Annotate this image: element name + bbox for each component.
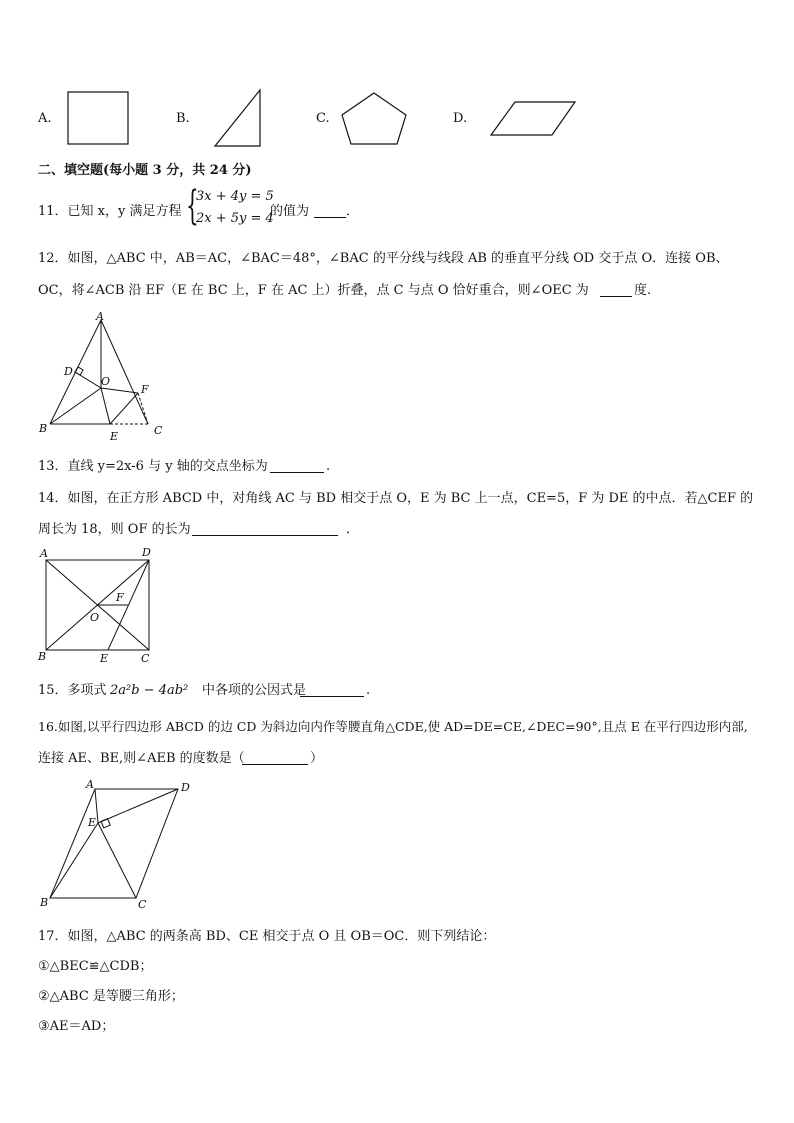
q14-end: ． (346, 522, 360, 537)
q16-line-1: 16.如图,以平行四边形 ABCD 的边 CD 为斜边向内作等腰直角△CDE,使 AD=DE=CE,∠DEC=90°,且点 E 在平行四边形内部, (38, 719, 748, 734)
q14-label-e: E (100, 652, 109, 665)
q14-line-2: 周长为 18，则 OF 的长为 (38, 522, 191, 537)
q14-label-c: C (141, 652, 150, 665)
q13-text: 13．直线 y=2x-6 与 y 轴的交点坐标为 (38, 459, 268, 474)
q15-end: . (366, 683, 371, 698)
section-2-title: 二、填空题(每小题 3 分，共 24 分) (38, 163, 252, 178)
q17-item-1: ①△BEC≌△CDB； (38, 959, 153, 974)
option-a-label: A. (38, 111, 52, 126)
q16-label-e: E (88, 816, 97, 829)
q12-line-2a: OC，将∠ACB 沿 EF（E 在 BC 上，F 在 AC 上）折叠，点 C 与点 O 恰好重合，则∠OEC 为 (38, 283, 589, 298)
q11-eq1: 3x + 4y = 5 (196, 189, 274, 204)
q11-end: ． (346, 204, 360, 219)
q13-end: . (326, 459, 331, 474)
q17-line-1: 17．如图，△ABC 的两条高 BD、CE 相交于点 O 且 OB＝OC．则下列结论： (38, 929, 496, 944)
q16-label-c: C (138, 898, 147, 911)
q12-label-a: A (96, 310, 104, 323)
q14-label-f: F (116, 591, 124, 604)
q15-prefix: 15．多项式 (38, 683, 107, 698)
q11-suffix: 的值为 (270, 204, 310, 219)
option-c-label: C. (316, 111, 330, 126)
q14-label-b: B (38, 650, 47, 663)
q14-label-o: O (90, 611, 100, 624)
q12-line-1: 12．如图，△ABC 中，AB＝AC，∠BAC＝48°，∠BAC 的平分线与线段 AB 的垂直平分线 OD 交于点 O．连接 OB、 (38, 251, 729, 266)
q16-label-a: A (86, 778, 94, 791)
q15-expression: 2a²b − 4ab² (110, 683, 189, 698)
q11-eq2: 2x + 5y = 4 (196, 211, 274, 226)
q12-label-e: E (110, 430, 119, 443)
q14-label-a: A (40, 547, 48, 560)
q11-prefix: 11．已知 x，y 满足方程 (38, 204, 182, 219)
q11-brace: { (186, 183, 199, 229)
q12-label-d: D (64, 365, 73, 378)
q12-line-2b: 度. (634, 283, 652, 298)
option-b-label: B. (176, 111, 190, 126)
q12-label-f: F (141, 383, 149, 396)
q12-label-c: C (154, 424, 163, 437)
q14-label-d: D (142, 546, 151, 559)
q17-item-2: ②△ABC 是等腰三角形； (38, 989, 184, 1004)
q12-label-o: O (101, 375, 111, 388)
q16-label-b: B (40, 896, 49, 909)
q14-line-1: 14．如图，在正方形 ABCD 中，对角线 AC 与 BD 相交于点 O，E 为 BC 上一点，CE=5，F 为 DE 的中点．若△CEF 的 (38, 491, 754, 506)
q16-line-2b: ） (310, 751, 324, 766)
q16-label-d: D (181, 781, 190, 794)
q17-item-3: ③AE＝AD； (38, 1019, 115, 1034)
q15-mid: 中各项的公因式是 (202, 683, 307, 698)
q12-label-b: B (39, 422, 48, 435)
q16-line-2a: 连接 AE、BE,则∠AEB 的度数是（ (38, 751, 245, 766)
option-d-label: D. (453, 111, 468, 126)
